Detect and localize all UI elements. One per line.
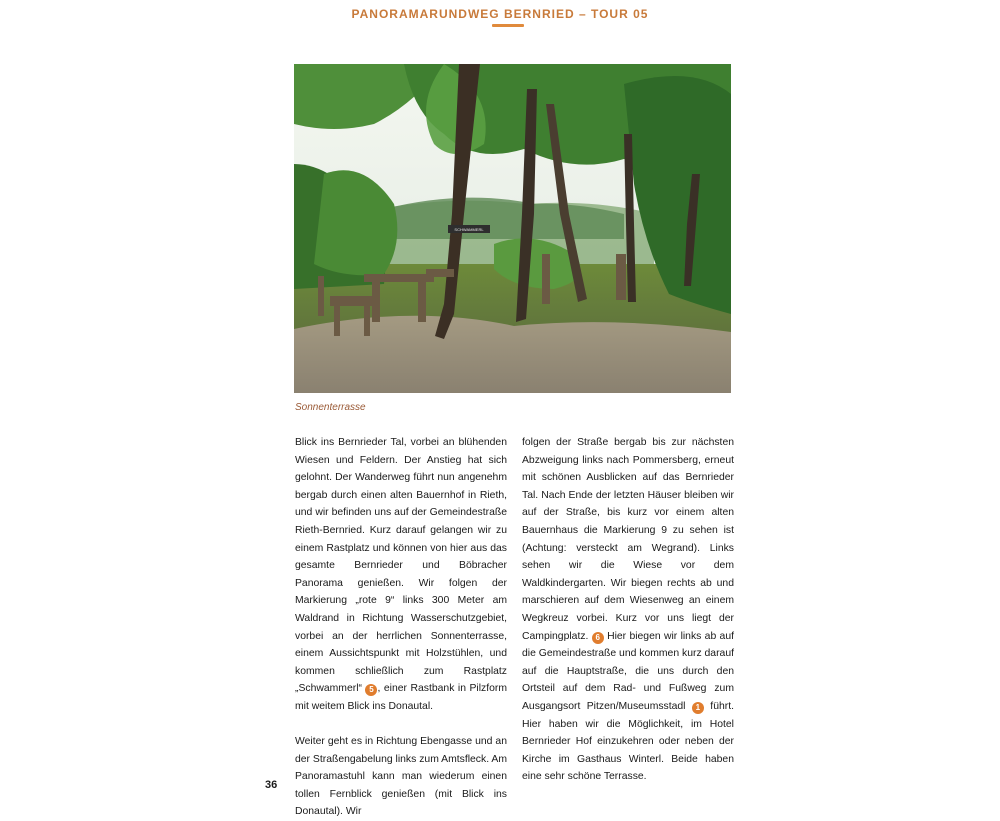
- paragraph-1: [295, 434, 507, 716]
- running-title: PANORAMARUNDWEG BERNRIED – TOUR 05: [351, 7, 649, 21]
- paragraph-1-text-a: Blick ins Bernrieder Tal, vorbei an blühenden Wiesen und Feldern. Der Anstieg hat sich gelohnt. Der Wanderweg führt nun angenehm bergab durch einen alten Bauernhof in Rieth, und wir befinden uns auf der Gemeindestraße Rieth-Bernried. Kurz darauf gelangen wir zu einem Rastplatz und können von hier aus das gesamte Bernrieder und Böbracher Panorama genießen. Wir folgen der Markierung „rote 9“ links 300 Meter am Waldrand in Richtung Wasserschutzgebiet, vorbei an der herrlichen Sonnenterrasse, einem Aussichtspunkt mit Holzstühlen, und kommen schließlich zum Rastplatz „Schwammerl“: [295, 437, 507, 695]
- paragraph-2: Weiter geht es in Richtung Ebengasse und an der Straßengabelung links zum Amtsfleck. Am Panoramastuhl kann man wiederum einen tollen Fernblick genießen (mit Blick ins Donautal). Wir: [295, 736, 507, 818]
- waypoint-marker-6: 6: [592, 632, 604, 644]
- paragraph-1-text-b: , einer Rastbank in Pilzform mit weitem Blick ins Donautal.: [295, 683, 508, 712]
- paragraph-3: [522, 434, 734, 786]
- tree-sign-text: SCHWAMMERL: [454, 227, 484, 232]
- waypoint-marker-1: 1: [692, 702, 704, 714]
- paragraph-3-text-c: führt. Hier haben wir die Möglichkeit, im Hotel Bernrieder Hof einzukehren oder neben der Kirche im Gasthaus Winterl. Beide haben eine sehr schöne Terrasse.: [522, 700, 734, 783]
- text-column-left: [295, 434, 507, 821]
- title-underline: [492, 24, 524, 27]
- page-number: 36: [265, 779, 278, 791]
- text-column-right: [522, 434, 734, 786]
- photo-sonnenterrasse: [294, 64, 731, 393]
- paragraph-3-text-b: Hier biegen wir links ab auf die Gemeindestraße und kommen kurz darauf auf die Hauptstraße, die uns durch den Ortsteil auf dem Rad- und Fußweg zum Ausgangsort Pitzen/Museumsstadl: [522, 630, 734, 712]
- photo-caption: Sonnenterrasse: [295, 402, 366, 413]
- waypoint-marker-5: 5: [365, 684, 377, 696]
- paragraph-3-text-a: folgen der Straße bergab bis zur nächsten Abzweigung links nach Pommersberg, erneut mit schönen Ausblicken auf das Bernrieder Tal. Nach Ende der letzten Häuser bleiben wir auf der Straße, bis kurz vor einem alten Bauernhaus die Markierung 9 zu sehen ist (Achtung: versteckt am Wegrand). Links sehen wir die Wiese vor dem Waldkindergarten. Wir biegen rechts ab und marschieren auf dem Wiesenweg an einem Wegkreuz vorbei. Kurz vor uns liegt der Campingplatz.: [522, 437, 734, 642]
